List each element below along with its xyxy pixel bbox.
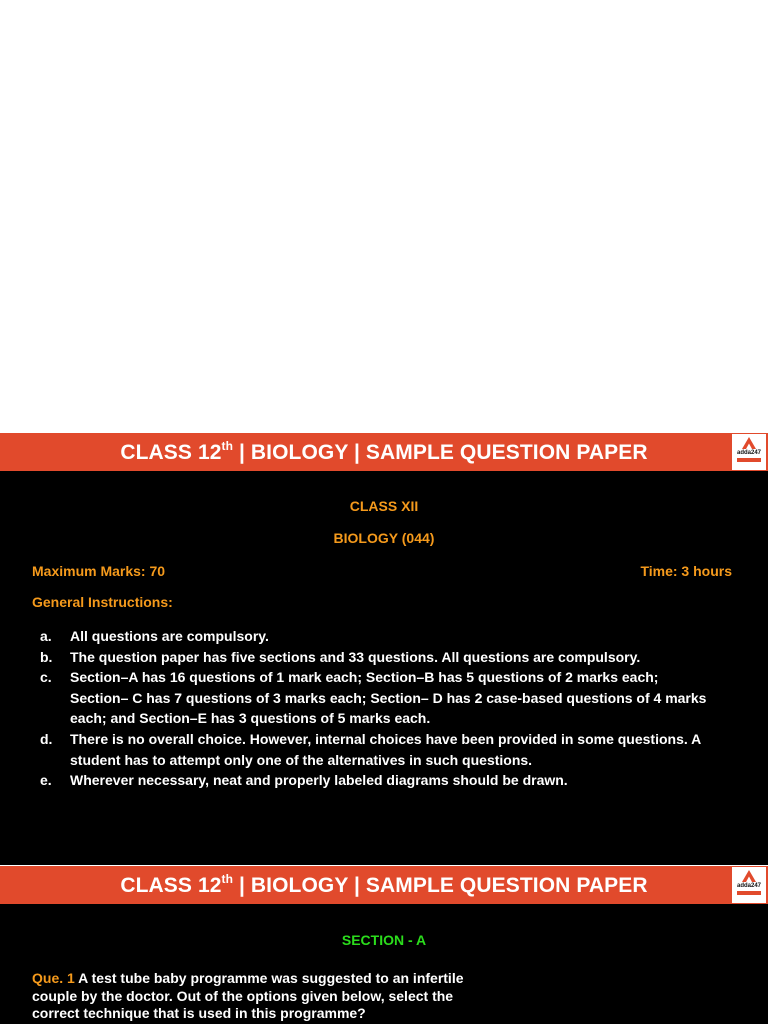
logo-text: adda247 [736,883,761,889]
section-title: SECTION - A [341,932,427,948]
instructions-heading: General Instructions: [32,594,173,610]
list-item: c. Section–A has 16 questions of 1 mark each; Section–B has 5 questions of 2 marks each; Section– C has 7 questions of 3 marks each; Section– D has 2 case-based questions of 4 marks each; and Section–E has 3 questions of 5 marks each. [40,669,707,727]
subject-line: BIOLOGY (044) [333,530,435,546]
max-marks: Maximum Marks: 70 [32,563,166,579]
question-1 [32,970,502,1023]
title-banner [0,433,768,471]
question-text: A test tube baby programme was suggested to an infertile couple by the doctor. Out of the options given below, select the correct technique that is used in this programme? [32,970,464,1021]
adda247-logo [732,867,766,903]
list-item: d. There is no overall choice. However, internal choices have been provided in some questions. A student has to attempt only one of the alternatives in such questions. [40,730,701,768]
list-item: e. Wherever necessary, neat and properly labeled diagrams should be drawn. [40,772,568,789]
logo-bar [737,458,761,462]
question-number: Que. 1 [32,970,75,986]
triangle-logo-icon [742,870,756,882]
triangle-logo-icon [742,437,756,449]
time-allowed: Time: 3 hours [640,563,732,579]
banner-title: CLASS 12th | BIOLOGY | SAMPLE QUESTION PAPER [120,439,648,464]
title-banner [0,866,768,904]
slide-section-a [0,866,768,1024]
list-item: a. All questions are compulsory. [40,628,269,644]
instructions-list [40,626,720,791]
logo-text: adda247 [736,450,761,456]
adda247-logo [732,434,766,470]
banner-title: CLASS 12th | BIOLOGY | SAMPLE QUESTION PAPER [120,872,648,897]
logo-bar [737,891,761,895]
class-line: CLASS XII [349,498,419,514]
list-item: b. The question paper has five sections and 33 questions. All questions are compulsory. [40,648,641,665]
slide-instructions [0,433,768,865]
